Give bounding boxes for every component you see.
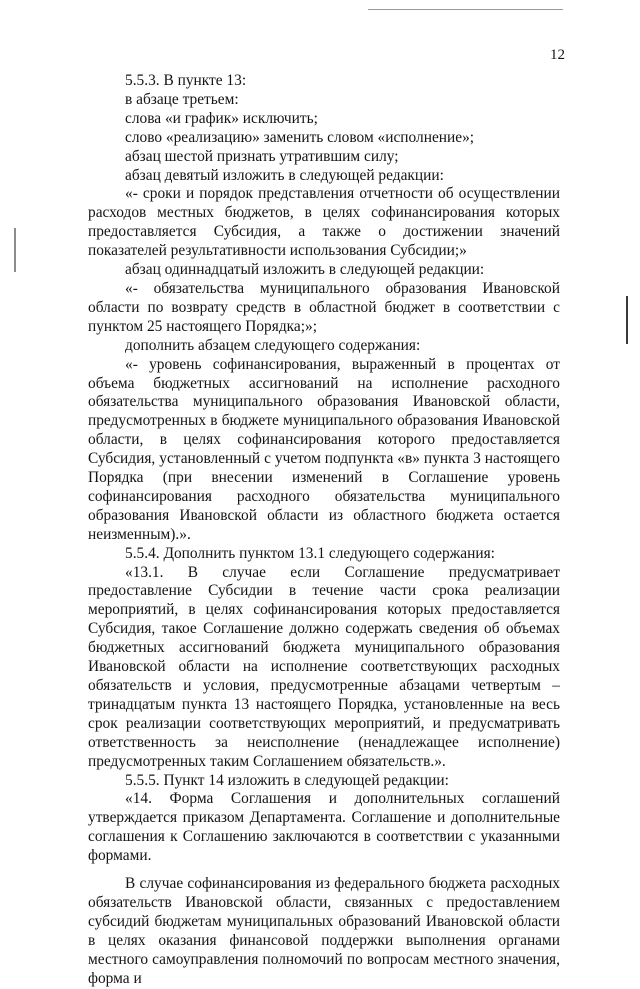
page-number: 12 bbox=[550, 47, 565, 63]
scan-artifact-left-mark bbox=[14, 228, 16, 272]
paragraph: абзац девятый изложить в следующей редакции: bbox=[125, 166, 444, 184]
paragraph: «13.1. В случае если Соглашение предусматривает предоставление Субсидии в течение части срока реализации мероприятий, в целях софинансирования которых предоставляется Субсидия, такое Соглашение должно содержать сведения об объемах бюджетных ассигнований бюджета муниципального образования Ивановской области на исполнение соответствующих расходных обязательств и условия, предусмотренные абзацами четвертым – тринадцатым пункта 13 настоящего Порядка, установленные на весь срок реализации соответствующих мероприятий, и предусматривать ответственность за неисполнение (ненадлежащее исполнение) предусмотренных таким Соглашением обязательств.». bbox=[88, 563, 560, 770]
scan-artifact-right-mark bbox=[626, 296, 628, 344]
document-body bbox=[88, 72, 560, 989]
paragraph: «- обязательства муниципального образования Ивановской области по возврату средств в областной бюджет в соответствии с пунктом 25 настоящего Порядка;»; bbox=[88, 279, 560, 335]
paragraph: дополнить абзацем следующего содержания: bbox=[125, 336, 421, 354]
scan-artifact-top-line bbox=[368, 9, 563, 10]
paragraph: 5.5.4. Дополнить пунктом 13.1 следующего содержания: bbox=[125, 544, 495, 562]
paragraph: 5.5.3. В пункте 13: bbox=[125, 72, 247, 89]
paragraph: слова «и график» исключить; bbox=[125, 109, 318, 127]
paragraph: «- уровень софинансирования, выраженный в процентах от объема бюджетных ассигнований на исполнение расходного обязательства муниципального образования Ивановской области, предусмотренных в бюджете муниципального образования Ивановской области, в целях софинансирования которого предоставляется Субсидия, установленный с учетом подпункта «в» пункта 3 настоящего Порядка (при внесении изменений в Соглашение уровень софинансирования расходного обязательства муниципального образования Ивановской области из областного бюджета остается неизменным).». bbox=[88, 355, 560, 543]
paragraph: абзац одиннадцатый изложить в следующей редакции: bbox=[125, 261, 485, 279]
paragraph: «14. Форма Соглашения и дополнительных соглашений утверждается приказом Департамента. Соглашение и дополнительные соглашения к Соглашению заключаются в соответствии с указанными формами. bbox=[88, 790, 560, 865]
paragraph: в абзаце третьем: bbox=[125, 90, 239, 108]
paragraph: «- сроки и порядок представления отчетности об осуществлении расходов местных бюджетов, в целях софинансирования которых предоставляется Субсидия, а также о достижении значений показателей результативности использования Субсидии;» bbox=[88, 185, 560, 260]
paragraph: 5.5.5. Пункт 14 изложить в следующей редакции: bbox=[125, 771, 449, 789]
paragraph: абзац шестой признать утратившим силу; bbox=[125, 147, 399, 165]
paragraph: В случае софинансирования из федерального бюджета расходных обязательств Ивановской области, связанных с предоставлением субсидий бюджетам муниципальных образований Ивановской области в целях оказания финансовой поддержки выполнения органами местного самоуправления полномочий по вопросам местного значения, форма и bbox=[88, 875, 560, 987]
paragraph: слово «реализацию» заменить словом «исполнение»; bbox=[125, 128, 475, 146]
